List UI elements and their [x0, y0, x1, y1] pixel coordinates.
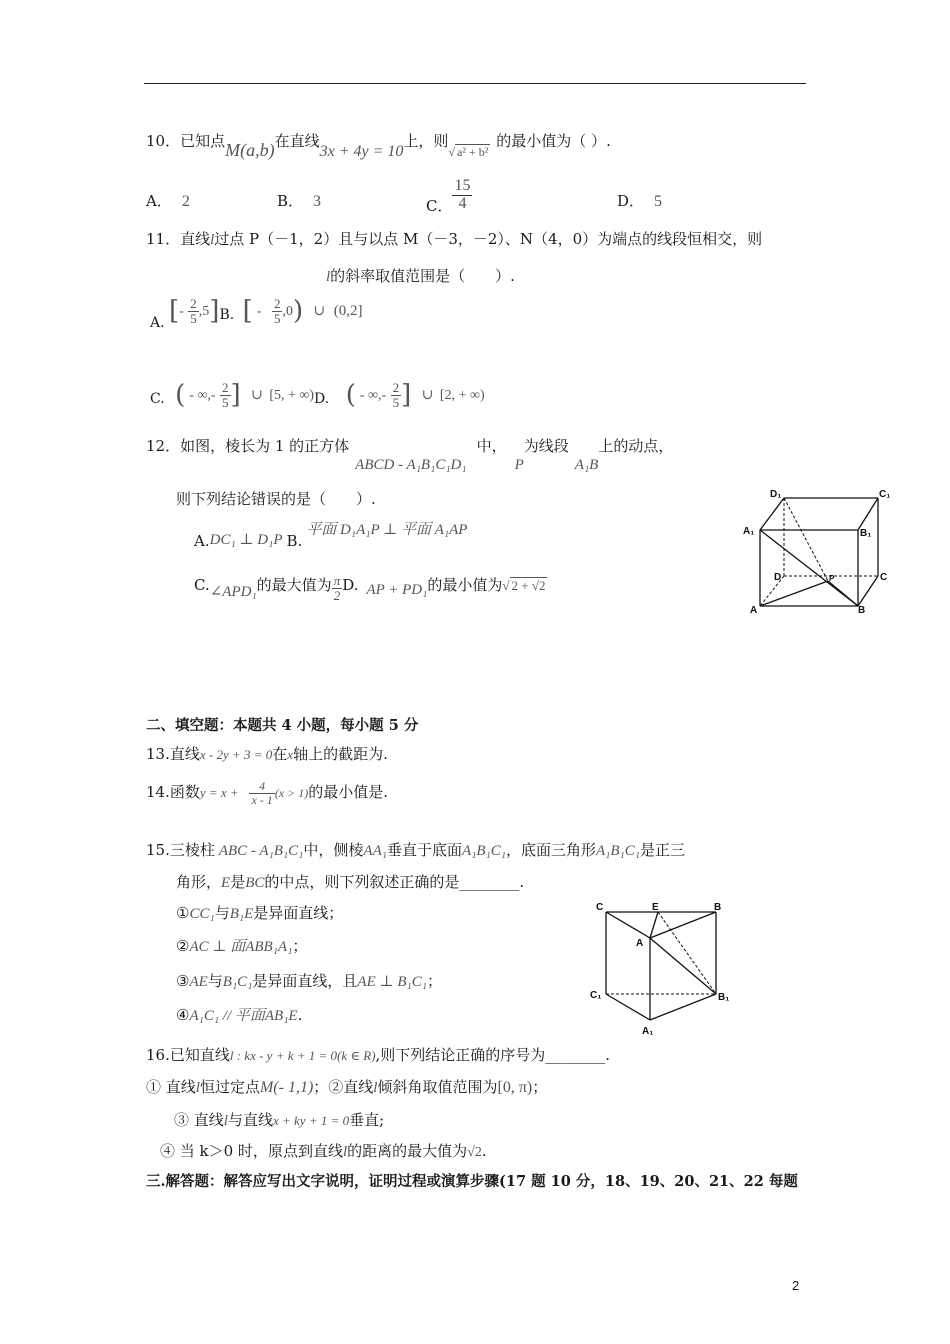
q10-option-d [617, 190, 662, 211]
option-label: D. [342, 576, 359, 595]
option-label: A. [194, 532, 210, 550]
page-number: 2 [792, 1278, 800, 1293]
statement-number: ④ [176, 1006, 190, 1024]
q15-text: 中，侧棱 [303, 841, 364, 859]
statement-expr: B₁E [229, 906, 254, 922]
question-11 [146, 228, 762, 249]
q10-text: 在直线 [274, 132, 320, 150]
prism-figure [588, 896, 738, 1038]
q10-point: M(a,b) [225, 140, 275, 160]
q12-segment: A₁B [574, 457, 599, 473]
q15-line2 [176, 871, 524, 892]
question-12 [146, 435, 674, 473]
label-c1: C₁ [879, 489, 891, 500]
statement-expr: l [195, 1080, 200, 1096]
union-symbol: ∪ [313, 304, 326, 319]
frac-den: 5 [190, 310, 197, 326]
statement-text: . [297, 1006, 303, 1024]
option-text: [5, + ∞) [269, 388, 315, 403]
frac-den: 4 [458, 194, 467, 212]
option-expr: DC₁ ⊥ D₁P [209, 532, 283, 548]
statement-expr: AC ⊥ 面ABB₁A₁ [189, 939, 293, 955]
q13-text: 轴上的截距为. [293, 745, 388, 763]
label-d: D [774, 572, 782, 583]
option-label: A. [150, 315, 165, 331]
q15-text: 角形， [176, 873, 222, 891]
label-d1: D₁ [770, 489, 782, 500]
q13-x: x [287, 747, 294, 762]
statement-text: 与 [207, 972, 223, 990]
frac-den: 2 [333, 587, 341, 603]
q15-prism: ABC - A₁B₁C₁ [218, 843, 304, 859]
q15-text: 垂直于底面 [386, 841, 462, 859]
label-p: P [829, 574, 835, 583]
statement-expr: B₁C₁ [222, 974, 253, 990]
statement-text: 恒过定点 [199, 1078, 260, 1096]
q11-text: 过点 P（－1，2）且与以点 M（－3，－2）、N（4，0）为端点的线段恒相交，则 [214, 230, 763, 248]
option-label: A． [146, 192, 172, 210]
q11-options-cd: C. ( - ∞,- $\frac{2}{5}$ ] ∪ [5, + ∞)D. ( - ∞,- $\frac{2}{5}$ ] ∪ [2, + ∞) [150, 379, 485, 410]
q15-statement-1 [176, 902, 343, 923]
q16-text: ,则下列结论正确的序号为________. [375, 1046, 611, 1064]
q15-text: 是 [230, 873, 246, 891]
q12-text: 中， [476, 437, 507, 455]
question-16 [146, 1044, 610, 1065]
q11-line-l: l [210, 232, 215, 248]
q12-point-p: P [514, 457, 524, 473]
frac-num: 2 [190, 295, 197, 311]
label-a: A [750, 605, 758, 616]
q16-statement-3 [174, 1109, 384, 1130]
statement-text: ③ 直线 [174, 1111, 224, 1129]
q16-statement-4 [160, 1140, 487, 1161]
option-label: C. [150, 391, 165, 407]
q11-line-l: l [326, 269, 331, 285]
q12-options-ab [194, 518, 468, 550]
statement-text: 的距离的最大值为 [347, 1142, 468, 1160]
label-a: A [636, 938, 644, 949]
q13-eq: x - 2y + 3 = 0 [199, 747, 273, 762]
option-text: - ∞,- [189, 388, 216, 403]
q10-line-eq: 3x + 4y = 10 [319, 143, 404, 160]
option-text: [2, + ∞) [439, 388, 485, 403]
option-text: 的最大值为 [256, 576, 332, 595]
header-rule [144, 83, 806, 84]
q11-options-ab: A. [- $\frac{2}{5}$ ,5]B. [ - $\frac{2}{5}$ ,0) ∪ (0,2] [150, 295, 363, 331]
option-text: ,5 [198, 304, 210, 319]
option-value: 5 [654, 193, 663, 210]
statement-text: ； [426, 972, 442, 990]
frac-den: x - 1 [251, 792, 273, 807]
option-label: B． [277, 192, 304, 210]
label-b: B [714, 902, 722, 913]
q11-line2 [326, 265, 515, 286]
statement-expr: √2 [467, 1145, 482, 1160]
statement-number: ① [176, 904, 190, 922]
option-expr: 平面 D₁A₁P ⊥ 平面 A₁AP [306, 522, 468, 538]
option-label: B. [219, 307, 235, 323]
q14-text: 14.函数 [146, 783, 200, 802]
union-symbol: ∪ [421, 388, 434, 403]
label-a1: A₁ [642, 1026, 654, 1037]
option-expr: AP + PD₁ [366, 582, 428, 599]
statement-text: 是异面直线，且 [252, 972, 358, 990]
option-text: 的最小值为 [427, 576, 503, 595]
q12-options-cd: C.∠APD₁的最大值为 $\frac{\pi}{2}$ D. AP + PD₁的最小值为√ 2 + √2 [194, 573, 546, 603]
statement-expr: CC₁ [189, 906, 215, 922]
frac-num: 2 [273, 295, 281, 311]
section-2-title: 二、填空题：本题共 4 小题，每小题 5 分 [146, 717, 419, 734]
option-label: D. [314, 391, 330, 407]
q16-eq: l : kx - y + k + 1 = 0(k ∈ R) [229, 1048, 376, 1063]
q11-text: 的斜率取值范围是（ ）. [330, 267, 515, 285]
q10-text: 的最小值为（ ）. [496, 132, 611, 150]
statement-expr: AE [189, 974, 208, 990]
frac-num: 4 [249, 780, 274, 794]
statement-text: ； [532, 1078, 548, 1096]
option-label: D． [617, 192, 645, 210]
statement-text: 倾斜角取值范围为 [377, 1078, 498, 1096]
q15-text: 15.三棱柱 [146, 841, 215, 859]
option-text: - ∞,- [359, 388, 387, 403]
q15-bc: BC [245, 875, 265, 891]
option-text: - [179, 304, 184, 319]
q12-cube: ABCD - A₁B₁C₁D₁ [355, 457, 467, 473]
q12-text: 为线段 [523, 437, 569, 455]
q15-text: 是正三 [639, 841, 685, 859]
statement-text: 与直线 [227, 1111, 273, 1129]
option-expr: ∠APD₁ [209, 584, 257, 601]
label-e: E [652, 902, 659, 913]
statement-expr: l [342, 1144, 348, 1160]
option-text: (0,2] [333, 303, 363, 319]
statement-expr: AE ⊥ B₁C₁ [357, 974, 427, 990]
q13-text: 13.直线 [146, 745, 200, 763]
q15-text: 的中点，则下列叙述正确的是________. [264, 873, 525, 891]
union-symbol: ∪ [251, 388, 263, 403]
option-label: C. [194, 576, 210, 595]
option-value: 3 [313, 193, 322, 210]
option-label: B. [286, 532, 303, 550]
q14-eq: y = x + [199, 785, 239, 801]
statement-text: . [481, 1142, 487, 1160]
q15-statement-2 [176, 935, 307, 956]
label-b: B [858, 605, 866, 616]
q16-statements-12 [146, 1076, 547, 1097]
frac-den: 5 [222, 394, 229, 410]
statement-text: ；②直线 [313, 1078, 374, 1096]
q10-stem: 10．已知点 [146, 132, 226, 150]
q15-edge: AA₁ [363, 843, 387, 859]
q15-point-e: E [221, 875, 231, 891]
frac-num: π [333, 573, 341, 588]
q11-text: 11．直线 [146, 230, 211, 248]
question-13 [146, 743, 388, 764]
statement-text: ④ 当 k＞0 时，原点到直线 [160, 1142, 343, 1160]
q13-text: 在 [272, 745, 288, 763]
section-3-title: 三.解答题：解答应写出文字说明，证明过程或演算步骤(17 题 10 分，18、19、20、21、22 每题 [146, 1173, 798, 1190]
option-value: 2 [181, 193, 190, 210]
q15-text: ，底面三角形 [505, 841, 596, 859]
statement-text: ① 直线 [146, 1078, 196, 1096]
statement-expr: M(- 1,1) [259, 1079, 314, 1096]
option-label: C． [426, 197, 453, 216]
statement-expr: l [373, 1080, 378, 1096]
option-text: ,0 [282, 304, 293, 319]
statement-expr: x + ky + 1 = 0 [272, 1113, 350, 1128]
label-a1: A₁ [743, 526, 755, 537]
q12-text: 12．如图，棱长为 1 的正方体 [146, 437, 350, 455]
q12-text: 上的动点， [598, 437, 674, 455]
frac-num: 2 [392, 379, 400, 395]
question-15 [146, 839, 685, 860]
q15-statement-3 [176, 970, 442, 991]
question-10: 10．已知点M(a,b)在直线3x + 4y = 10上，则$_{√ a^2 + b^2}$的最小值为（ ）. [146, 132, 611, 160]
q12-line2: 则下列结论错误的是（ ）. [176, 490, 376, 508]
statement-text: ； [292, 937, 308, 955]
q10-option-b [277, 190, 321, 211]
label-c: C [596, 902, 604, 913]
label-b1: B₁ [718, 992, 730, 1003]
question-14 [146, 780, 388, 806]
label-b1: B₁ [860, 528, 872, 539]
option-expr: 2 + √2 [511, 578, 546, 594]
label-c1: C₁ [590, 990, 602, 1001]
q10-option-a [146, 190, 190, 211]
q14-cond: (x > 1) [274, 786, 309, 801]
option-text: - [256, 304, 262, 319]
q15-statement-4 [176, 1004, 302, 1025]
statement-number: ③ [176, 972, 190, 990]
q15-base: A₁B₁C₁ [461, 843, 506, 859]
frac-num: 15 [454, 177, 471, 194]
q10-option-c [426, 177, 472, 216]
statement-text: 垂直; [349, 1111, 385, 1129]
statement-text: 与 [214, 904, 230, 922]
statement-number: ② [176, 937, 190, 955]
label-c: C [880, 572, 888, 583]
q10-text: 上，则 [403, 132, 449, 150]
frac-den: 5 [392, 394, 400, 410]
statement-expr: [0, π) [497, 1079, 533, 1096]
q16-text: 16.已知直线 [146, 1046, 230, 1064]
statement-expr: A₁C₁ // 平面AB₁E [189, 1008, 298, 1024]
q15-tri: A₁B₁C₁ [595, 843, 640, 859]
frac-num: 2 [222, 379, 229, 395]
cube-figure [740, 488, 892, 616]
statement-expr: l [223, 1113, 228, 1129]
statement-text: 是异面直线； [253, 904, 344, 922]
q10-expr: a² + b² [457, 145, 489, 159]
frac-den: 5 [273, 310, 281, 326]
q14-text: 的最小值是. [308, 783, 389, 802]
